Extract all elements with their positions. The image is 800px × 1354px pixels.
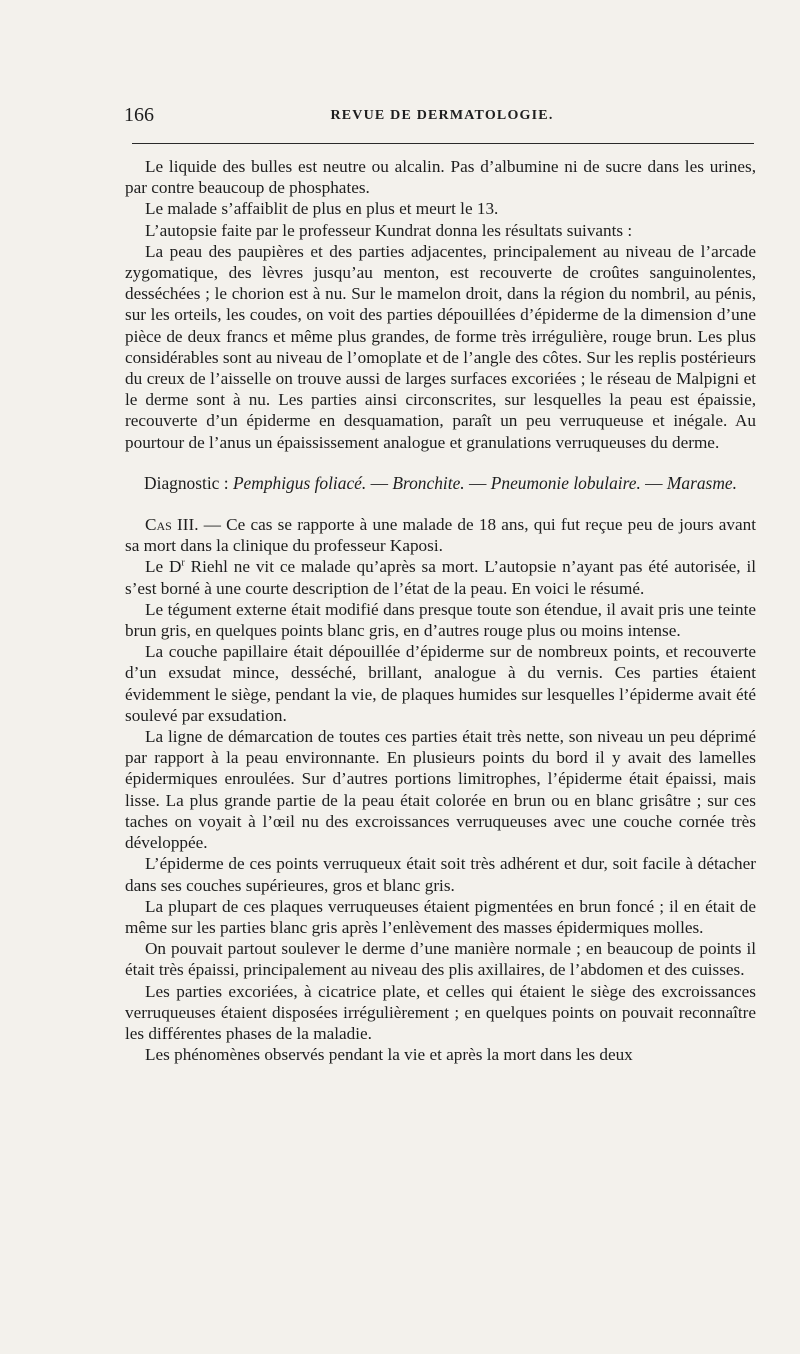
text-fragment: Riehl ne vit ce malade qu’après sa mort. L’autopsie n’ayant pas été autorisée, il s’est borné à une courte description de l’état de la peau. En voici le résumé.	[125, 557, 756, 598]
paragraph: Le tégument externe était modifié dans presque toute son étendue, il avait pris une teinte brun gris, en quelques points blanc gris, en d’autres rouge plus ou moins intense.	[125, 599, 756, 641]
paragraph: La plupart de ces plaques verruqueuses étaient pigmentées en brun foncé ; il en était de même sur les parties blanc gris après l’enlèvement des masses épidermiques molles.	[125, 896, 756, 937]
running-head: REVUE DE DERMATOLOGIE.	[330, 108, 554, 123]
diagnostic-item: Marasme.	[666, 472, 737, 493]
diagnostic-separator: —	[370, 472, 388, 493]
diagnostic-label: Diagnostic :	[144, 472, 229, 493]
case-paragraph	[125, 514, 756, 556]
paragraph: Le liquide des bulles est neutre ou alcalin. Pas d’albumine ni de sucre dans les urines, par contre beaucoup de phosphates.	[125, 157, 756, 198]
diagnostic-item: Bronchite.	[392, 472, 465, 493]
diagnostic-separator: —	[645, 472, 663, 493]
page-number: 166	[124, 104, 154, 126]
paragraph: La ligne de démarcation de toutes ces parties était très nette, son niveau un peu déprimé par rapport à la peau environnante. En plusieurs points du bord il y avait des lamelles épidermiques enroulées. Sur d’autres portions limitrophes, l’épiderme était épaissi, mais lisse. La plus grande partie de la peau était colorée en brun ou en blanc grisâtre ; sur ces taches on voyait à l’œil nu des excroissances verruqueuses avec une couche cornée très développée.	[125, 727, 756, 853]
diagnostic-item: Pneumonie lobulaire.	[490, 472, 641, 493]
paragraph: La couche papillaire était dépouillée d’épiderme sur de nombreux points, et recouverte d’un exsudat mince, desséché, brillant, analogue à du vernis. Ces parties étaient évidemment le siège, pendant la vie, de plaques humides sur lesquelles l’épiderme avait été soulevé par exsudation.	[125, 642, 756, 725]
case-label: Cas III.	[145, 515, 199, 535]
paragraph	[125, 556, 756, 598]
paragraph: Les phénomènes observés pendant la vie et après la mort dans les deux	[145, 1045, 633, 1065]
paragraph: La peau des paupières et des parties adjacentes, principalement au niveau de l’arcade zygomatique, des lèvres jusqu’au menton, est recouverte de croûtes sanguinolentes, desséchées ; le chorion est à nu. Sur le mamelon droit, dans la région du nombril, au pénis, sur les orteils, les coudes, on voit des parties dépouillées d’épiderme de la dimension d’une pièce de deux francs et même plus grandes, de forme très irrégulière, rouge brun. Les plus considérables sont au niveau de l’omoplate et de l’angle des côtes. Sur les replis postérieurs du creux de l’aisselle on trouve aussi de larges surfaces excoriées ; le réseau de Malpigni et le derme sont à nu. Les parties ainsi circonscrites, sur lesquelles la peau est épaissie, recouverte d’un épiderme en desquamation, paraît un peu verruqueuse et inégale. Au pourtour de l’anus un épaississement analogue et granulations verruqueuses du derme.	[125, 241, 756, 452]
text-fragment: Le D	[145, 557, 182, 577]
paragraph: L’épiderme de ces points verruqueux était soit très adhérent et dur, soit facile à détacher dans ses couches supérieures, gros et blanc gris.	[125, 854, 756, 895]
paragraph: Le malade s’affaiblit de plus en plus et meurt le 13.	[145, 199, 499, 219]
paragraph: On pouvait partout soulever le derme d’une manière normale ; en beaucoup de points il était très épaissi, principalement au niveau des plis axillaires, de l’abdomen et des cuisses.	[125, 939, 756, 980]
page-header	[124, 104, 760, 128]
superscript: r	[181, 557, 185, 569]
diagnostic-item: Pemphigus foliacé.	[232, 472, 367, 493]
body-text	[125, 156, 756, 1065]
header-rule	[132, 143, 754, 144]
paragraph: L’autopsie faite par le professeur Kundrat donna les résultats suivants :	[145, 220, 633, 240]
diagnostic-separator: —	[469, 472, 487, 493]
diagnostic-line	[125, 473, 756, 494]
case-text: — Ce cas se rapporte à une malade de 18 ans, qui fut reçue peu de jours avant sa mort dans la clinique du professeur Kaposi.	[125, 515, 756, 556]
paragraph: Les parties excoriées, à cicatrice plate, et celles qui étaient le siège des excroissances verruqueuses étaient disposées irrégulièrement ; en quelques points on pouvait reconnaître les différentes phases de la maladie.	[125, 981, 756, 1043]
